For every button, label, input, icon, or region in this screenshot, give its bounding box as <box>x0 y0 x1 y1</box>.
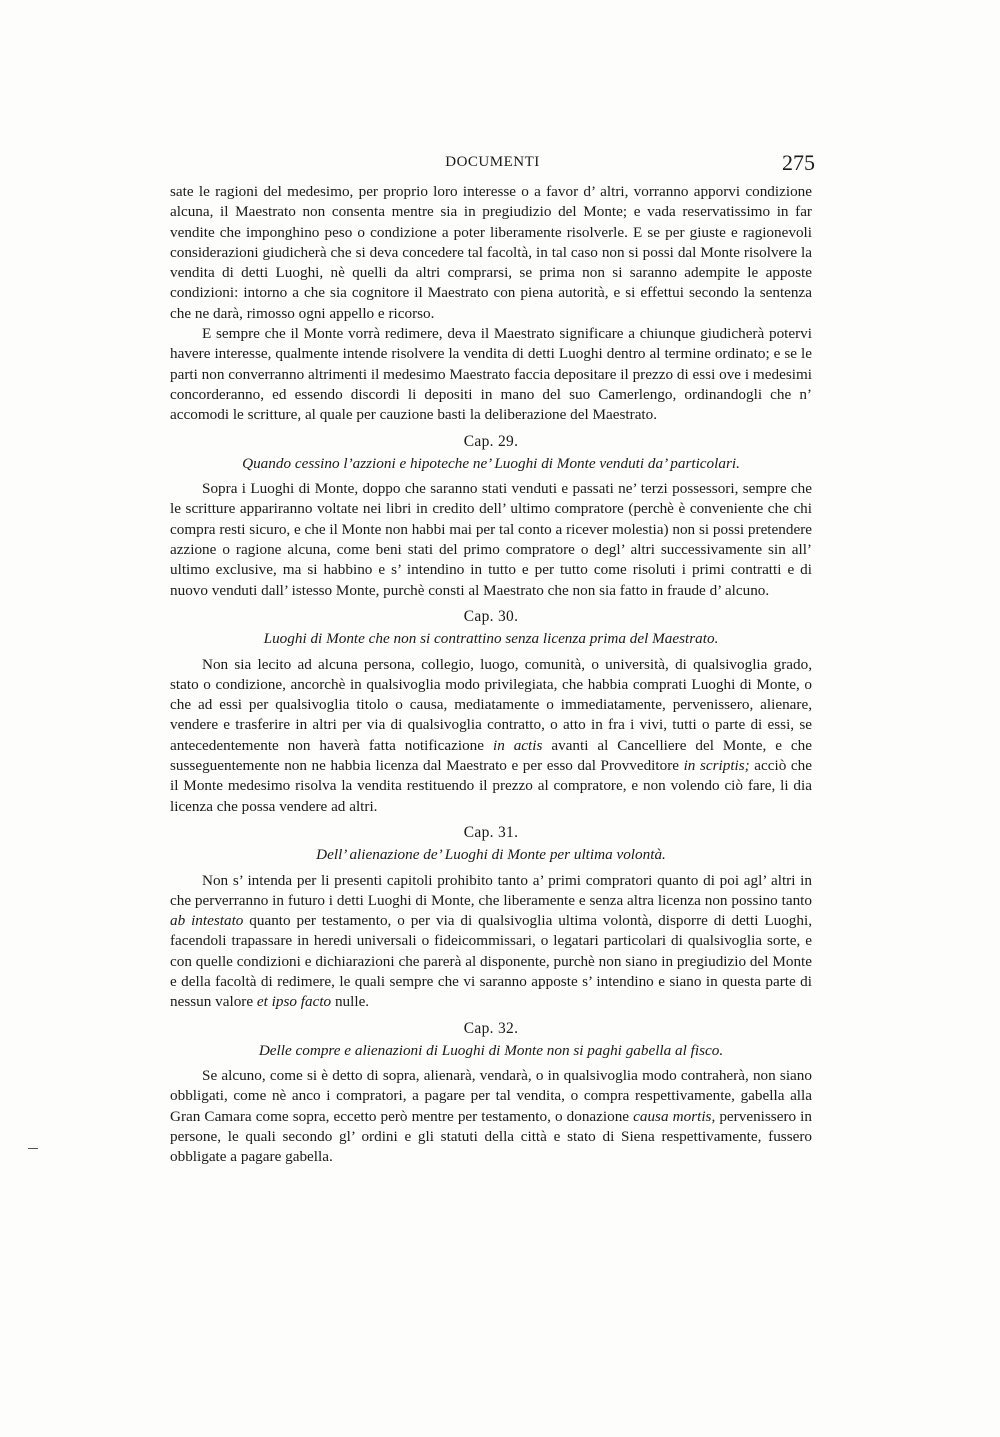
chapter-31-text <box>170 871 812 1013</box>
chapter-31-text-a: Non s’ intenda per li presenti capitoli prohibito tanto a’ primi compratori quanto di poi agl’ altri in che perverranno in futuro i detti Luoghi di Monte, che liberamente e senza altra licenza non possino tanto <box>170 871 812 909</box>
chapter-32-heading: Cap. 32. <box>463 1019 519 1037</box>
chapter-31-text-b: quanto per testamento, o per via di qualsivoglia ultima volontà, disporre di detti Luoghi, facendoli trapassare in heredi universali o fideicommissari, o legatari particolari di qualsivoglia sorte, e con quelle condizioni e dichiarazioni che parerà al disponente, purchè non siano in pregiudizio del Monte e della facoltà di redimere, le quali sempre che vi saranno apposte s’ intendino e siano in questa parte di nessun valore <box>170 912 813 1011</box>
chapter-32-title: Delle compre e alienazioni di Luoghi di Monte non si paghi gabella al fisco. <box>258 1041 724 1059</box>
chapter-29-text: Sopra i Luoghi di Monte, doppo che saranno stati venduti e passati ne’ terzi possessori, sempre che le scritture appariranno voltate nei libri in credito dell’ ultimo compratore (perchè è conveniente che chi compra resti sicuro, e che il Monte non habbi mai per tal conto a ricever molestia) non si possi pretendere azzione o ragione alcuna, come beni stati del primo compratore o degl’ altri successivamente sin all’ ultimo exclusive, ma si habbino e s’ intendino in tutto e per tutto come risoluti i primi contratti e di nuovo venduti dall’ istesso Monte, purchè consti al Maestrato che non sia fatto in fraude d’ alcuno. <box>170 480 812 599</box>
page-number: 275 <box>782 150 815 175</box>
chapter-30-text <box>170 655 812 817</box>
chapter-31-latin-b: et ipso facto <box>256 993 332 1011</box>
chapter-30-heading: Cap. 30. <box>463 607 519 625</box>
page-header <box>170 150 815 180</box>
chapter-30-text-c: acciò che il Monte medesimo risolva la vendita restituendo il prezzo al compratore, e non volendo ciò fare, li dia licenza che possa vendere ad altri. <box>170 757 812 815</box>
chapter-31-title: Dell’ alienazione de’ Luoghi di Monte per ultima volontà. <box>316 846 666 864</box>
chapter-30-latin-a: in actis <box>492 736 543 754</box>
chapter-29-heading: Cap. 29. <box>463 432 519 450</box>
chapter-30-text-b: avanti al Cancelliere del Monte, e che susseguentemente non ne habbia licenza dal Maestrato e per esso dal Provveditore <box>170 736 812 775</box>
chapter-29-title: Quando cessino l’azzioni e hipoteche ne’ Luoghi di Monte venduti da’ particolari. <box>242 454 740 472</box>
chapter-32-text-b: pervenissero in persone, le quali secondo gl’ ordini e gli statuti della città e stato di Siena respettivamente, fussero obbligate a pagare gabella. <box>170 1107 812 1166</box>
chapter-31-heading: Cap. 31. <box>463 823 519 841</box>
paragraph-redemption: E sempre che il Monte vorrà redimere, deva il Maestrato significare a chiunque giudicherà potervi havere interesse, qualmente intende risolvere la vendita di detti Luoghi dentro al termine ordinato; e se le parti non converranno altrimenti il medesimo Maestrato faccia depositare il prezzo di essi ove i medesimi concorderanno, ed essendo discordi li depositi in mano del suo Camerlengo, ordinandogli che n’ accomodi le scritture, al quale per cauzione basti la deliberazione del Maestrato. <box>170 325 812 424</box>
paragraph-continued: sate le ragioni del medesimo, per proprio loro interesse o a favor d’ altri, vorranno apporvi condizione alcuna, il Maestrato non consenta mentre sia in pregiudizio del Monte; e vada reservatissimo in far vendite che imponghino peso o condizione a poter liberamente risolverle. E se per giuste e ragionevoli considerazioni giudicherà che si deva concedere tal facoltà, in tal caso non si possi dal Monte risolvere la vendita di detti Luoghi, nè quelli da altri comprarsi, se prima non si saranno adempite le apposte condizioni: intorno a che sia cognitore il Maestrato con piena autorità, e si effettui secondo la sentenza che ne darà, rimosso ogni appello e ricorso. <box>170 183 812 322</box>
chapter-32-text <box>170 1066 812 1167</box>
running-head: DOCUMENTI <box>445 154 540 170</box>
margin-mark <box>28 1148 38 1149</box>
chapter-31-text-c: nulle. <box>331 993 370 1011</box>
chapter-32-latin-a: causa mortis, <box>633 1107 716 1125</box>
chapter-30-latin-b: in scriptis; <box>683 757 750 775</box>
chapter-31-latin-a: ab intestato <box>170 912 244 930</box>
chapter-30-text-a: Non sia lecito ad alcuna persona, collegio, luogo, comunità, o università, di qualsivoglia grado, stato o condizione, ancorchè in qualsivoglia modo privilegiata, che habbia comprati Luoghi di Monte, o che ad essi per qualsivoglia titolo o causa, mediatamente o immediatamente, pervenissero, alienare, vendere e trasferire in altri per via di qualsivoglia contratto, o atto in fra i vivi, tutti o parte di essi, se antecedentemente non haverà fatta notificazione <box>170 655 812 754</box>
chapter-32-text-a: Se alcuno, come si è detto di sopra, alienarà, vendarà, o in qualsivoglia modo contraherà, non siano obbligati, come nè anco i compratori, a pagare per tal vendita, o compra respettivamente, gabella alla Gran Camara come sopra, eccetto però mentre per testamento, o donazione <box>170 1067 812 1125</box>
page-body <box>170 182 812 1168</box>
chapter-30-title: Luoghi di Monte che non si contrattino senza licenza prima del Maestrato. <box>263 630 719 648</box>
